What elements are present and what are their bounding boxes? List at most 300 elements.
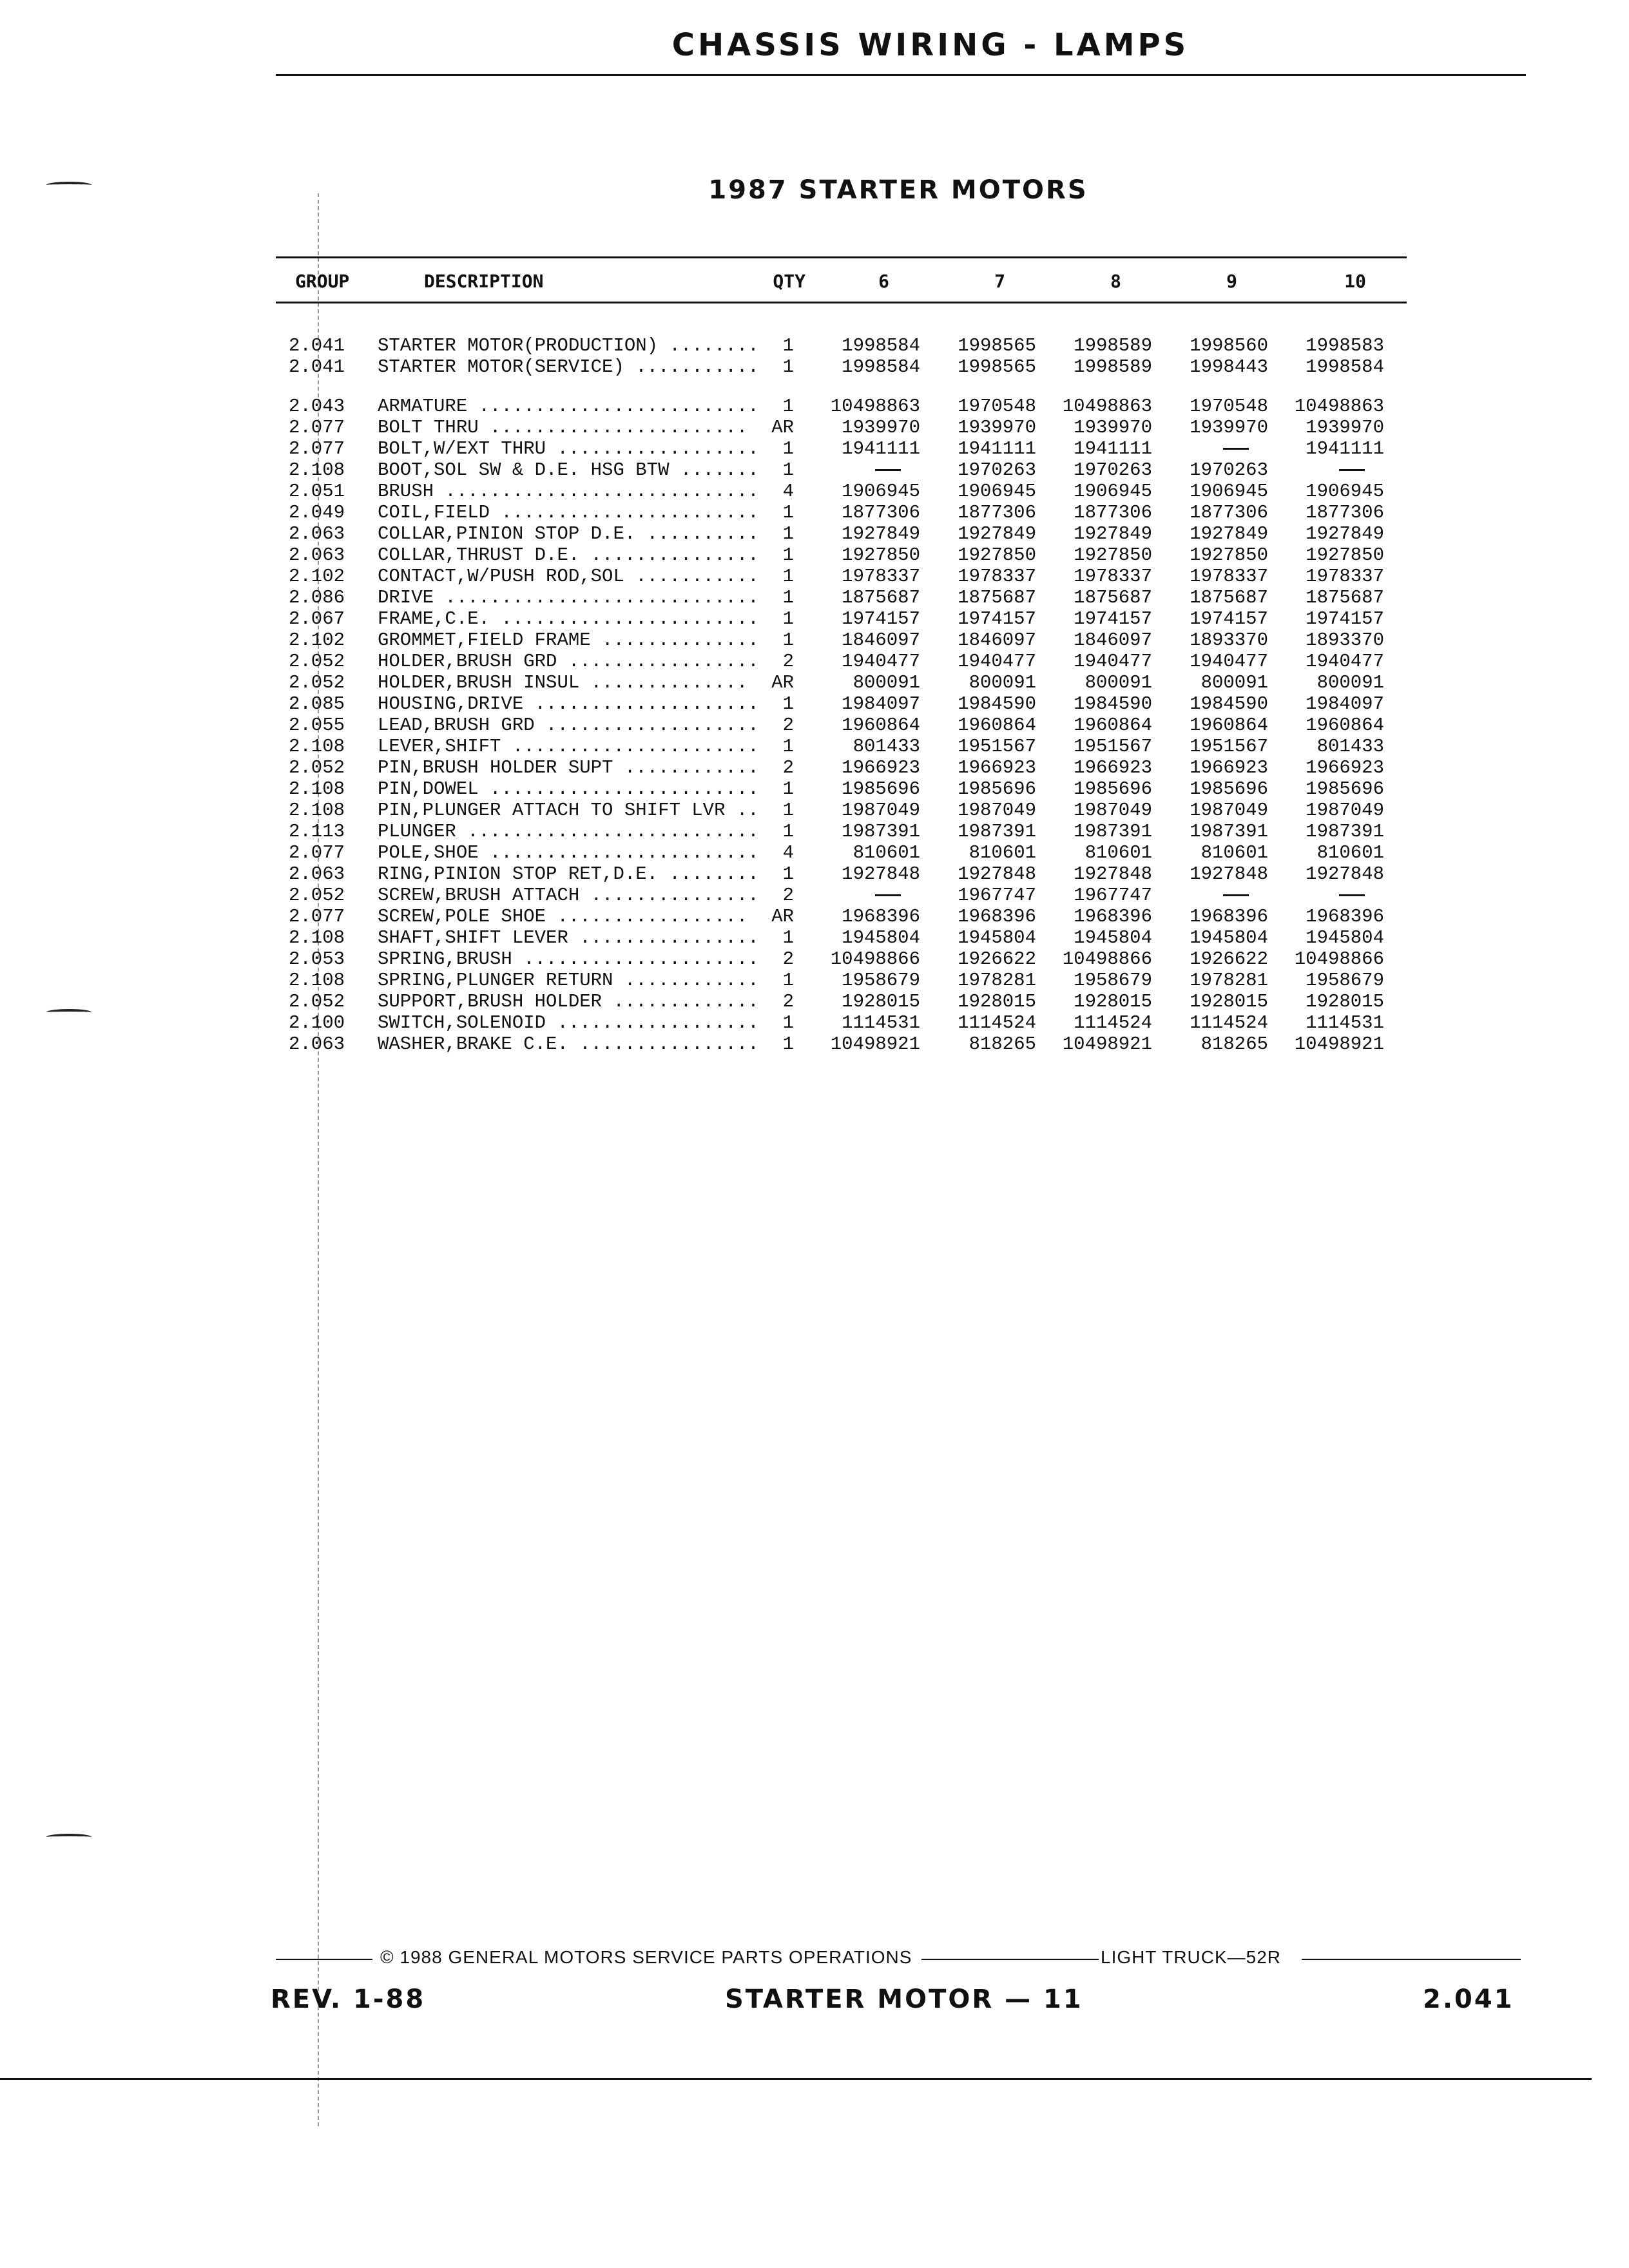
cell-c9: 1951567 xyxy=(1190,736,1268,757)
cell-group: 2.108 xyxy=(289,800,345,821)
cell-desc: SCREW,POLE SHOE ................. xyxy=(378,906,748,927)
cell-c9: 1927849 xyxy=(1190,523,1268,544)
cell-qty: 1 xyxy=(782,821,794,842)
cell-c8: 1928015 xyxy=(1074,991,1152,1012)
cell-desc: BOOT,SOL SW & D.E. HSG BTW ....... xyxy=(378,459,759,481)
cell-desc: HOUSING,DRIVE .................... xyxy=(378,693,759,715)
cell-qty: 1 xyxy=(782,502,794,523)
cell-c8: 1960864 xyxy=(1074,715,1152,736)
cell-c6: 1846097 xyxy=(842,629,920,651)
cell-c10: 1941111 xyxy=(1306,438,1384,459)
cell-qty: AR xyxy=(771,906,794,927)
cell-c10: 1928015 xyxy=(1306,991,1384,1012)
cell-c6: 800091 xyxy=(853,672,920,693)
cell-c6: 1877306 xyxy=(842,502,920,523)
cell-desc: COLLAR,PINION STOP D.E. .......... xyxy=(378,523,759,544)
cell-group: 2.041 xyxy=(289,356,345,378)
cell-c7: 1846097 xyxy=(958,629,1036,651)
cell-desc: FRAME,C.E. ....................... xyxy=(378,608,759,629)
cell-c7: 1987049 xyxy=(958,800,1036,821)
cell-c9: 818265 xyxy=(1200,1033,1268,1055)
cell-c7: 1966923 xyxy=(958,757,1036,778)
cell-c9: 1960864 xyxy=(1190,715,1268,736)
cell-c8: 10498921 xyxy=(1062,1033,1152,1055)
cell-group: 2.077 xyxy=(289,906,345,927)
not-applicable-dash xyxy=(875,469,901,471)
cell-c9: 1114524 xyxy=(1190,1012,1268,1033)
cell-c7: 1970548 xyxy=(958,396,1036,417)
cell-c10: 1927850 xyxy=(1306,544,1384,566)
cell-c7: 1906945 xyxy=(958,481,1036,502)
table-row xyxy=(0,1033,1629,1055)
cell-group: 2.053 xyxy=(289,948,345,970)
table-row xyxy=(0,800,1629,821)
cell-desc: STARTER MOTOR(SERVICE) ........... xyxy=(378,356,759,378)
not-applicable-dash xyxy=(1223,894,1249,896)
cell-qty: 2 xyxy=(782,948,794,970)
cell-c7: 1941111 xyxy=(958,438,1036,459)
table-row xyxy=(0,906,1629,927)
cell-desc: DRIVE ............................ xyxy=(378,587,759,608)
table-row xyxy=(0,544,1629,566)
cell-group: 2.041 xyxy=(289,335,345,356)
cell-c6: 1941111 xyxy=(842,438,920,459)
cell-group: 2.077 xyxy=(289,417,345,438)
table-row xyxy=(0,396,1629,417)
cell-group: 2.102 xyxy=(289,629,345,651)
cell-desc: POLE,SHOE ........................ xyxy=(378,842,759,863)
col-header-6: 6 xyxy=(878,271,889,292)
cell-c8: 1940477 xyxy=(1074,651,1152,672)
table-row xyxy=(0,651,1629,672)
footer-section: STARTER MOTOR — 11 xyxy=(725,1984,1083,2014)
cell-c9: 1945804 xyxy=(1190,927,1268,948)
cell-c8: 1967747 xyxy=(1074,885,1152,906)
cell-c8: 1927850 xyxy=(1074,544,1152,566)
cell-qty: 1 xyxy=(782,396,794,417)
cell-c7: 1968396 xyxy=(958,906,1036,927)
cell-c8: 1968396 xyxy=(1074,906,1152,927)
cell-c6: 1927850 xyxy=(842,544,920,566)
cell-qty: AR xyxy=(771,417,794,438)
cell-c6: 810601 xyxy=(853,842,920,863)
table-header-rule xyxy=(276,302,1407,303)
cell-group: 2.063 xyxy=(289,1033,345,1055)
cell-c9: 810601 xyxy=(1200,842,1268,863)
cell-c10: 1939970 xyxy=(1306,417,1384,438)
cell-group: 2.052 xyxy=(289,672,345,693)
cell-c6: 1985696 xyxy=(842,778,920,800)
cell-c10 xyxy=(1269,459,1384,481)
cell-desc: ARMATURE ......................... xyxy=(378,396,759,417)
col-header-description: DESCRIPTION xyxy=(424,271,544,292)
cell-c10: 1877306 xyxy=(1306,502,1384,523)
cell-c9: 1984590 xyxy=(1190,693,1268,715)
cell-c6: 1984097 xyxy=(842,693,920,715)
cell-qty: 1 xyxy=(782,1012,794,1033)
cell-qty: 4 xyxy=(782,842,794,863)
cell-c7: 1875687 xyxy=(958,587,1036,608)
footer-copyright: © 1988 GENERAL MOTORS SERVICE PARTS OPERATIONS xyxy=(380,1947,912,1967)
cell-c9: 1970548 xyxy=(1190,396,1268,417)
table-row xyxy=(0,629,1629,651)
cell-c6: 1974157 xyxy=(842,608,920,629)
cell-c9: 1978337 xyxy=(1190,566,1268,587)
cell-group: 2.108 xyxy=(289,736,345,757)
cell-c8: 1951567 xyxy=(1074,736,1152,757)
cell-c8: 1958679 xyxy=(1074,970,1152,991)
cell-c8: 10498863 xyxy=(1062,396,1152,417)
cell-group: 2.052 xyxy=(289,885,345,906)
cell-desc: CONTACT,W/PUSH ROD,SOL ........... xyxy=(378,566,759,587)
page-title: CHASSIS WIRING - LAMPS xyxy=(671,27,1190,63)
footer-revision: REV. 1-88 xyxy=(271,1984,426,2014)
cell-group: 2.063 xyxy=(289,544,345,566)
cell-group: 2.077 xyxy=(289,842,345,863)
cell-c6: 1875687 xyxy=(842,587,920,608)
cell-c9: 1998443 xyxy=(1190,356,1268,378)
cell-c9 xyxy=(1153,885,1268,906)
cell-c7: 1951567 xyxy=(958,736,1036,757)
cell-desc: BRUSH ............................ xyxy=(378,481,759,502)
cell-group: 2.077 xyxy=(289,438,345,459)
cell-qty: 1 xyxy=(782,438,794,459)
table-row xyxy=(0,335,1629,356)
table-row xyxy=(0,356,1629,378)
table-row xyxy=(0,715,1629,736)
cell-c7: 800091 xyxy=(969,672,1036,693)
cell-desc: COIL,FIELD ....................... xyxy=(378,502,759,523)
cell-qty: 2 xyxy=(782,715,794,736)
col-header-8: 8 xyxy=(1110,271,1121,292)
cell-c9: 1968396 xyxy=(1190,906,1268,927)
section-title: 1987 STARTER MOTORS xyxy=(708,175,1088,205)
cell-c10: 801433 xyxy=(1316,736,1384,757)
cell-qty: 2 xyxy=(782,885,794,906)
cell-c10: 1966923 xyxy=(1306,757,1384,778)
cell-desc: STARTER MOTOR(PRODUCTION) ........ xyxy=(378,335,759,356)
cell-c10: 1893370 xyxy=(1306,629,1384,651)
not-applicable-dash xyxy=(875,894,901,896)
cell-group: 2.108 xyxy=(289,459,345,481)
cell-c8: 1985696 xyxy=(1074,778,1152,800)
cell-c9: 1940477 xyxy=(1190,651,1268,672)
binder-hole-mark xyxy=(46,1834,92,1840)
cell-group: 2.052 xyxy=(289,651,345,672)
cell-c7: 1927850 xyxy=(958,544,1036,566)
footer-rule-right xyxy=(1302,1959,1521,1960)
cell-c6: 10498921 xyxy=(830,1033,920,1055)
cell-c10: 1985696 xyxy=(1306,778,1384,800)
cell-c7: 1987391 xyxy=(958,821,1036,842)
cell-c8: 1978337 xyxy=(1074,566,1152,587)
cell-c6: 1958679 xyxy=(842,970,920,991)
cell-c7: 1974157 xyxy=(958,608,1036,629)
cell-c7: 1877306 xyxy=(958,502,1036,523)
cell-group: 2.100 xyxy=(289,1012,345,1033)
cell-c8: 1998589 xyxy=(1074,356,1152,378)
cell-c10: 10498866 xyxy=(1294,948,1384,970)
cell-c10 xyxy=(1269,885,1384,906)
cell-group: 2.052 xyxy=(289,991,345,1012)
col-header-9: 9 xyxy=(1226,271,1237,292)
table-row xyxy=(0,438,1629,459)
cell-group: 2.108 xyxy=(289,927,345,948)
cell-group: 2.113 xyxy=(289,821,345,842)
cell-c9: 1928015 xyxy=(1190,991,1268,1012)
cell-c9: 1939970 xyxy=(1190,417,1268,438)
cell-c10: 800091 xyxy=(1316,672,1384,693)
cell-c6: 1998584 xyxy=(842,335,920,356)
cell-desc: HOLDER,BRUSH INSUL .............. xyxy=(378,672,748,693)
cell-desc: LEVER,SHIFT ...................... xyxy=(378,736,759,757)
table-row xyxy=(0,927,1629,948)
cell-qty: 2 xyxy=(782,991,794,1012)
table-top-rule xyxy=(276,256,1407,258)
cell-c6: 1978337 xyxy=(842,566,920,587)
cell-c10: 1906945 xyxy=(1306,481,1384,502)
table-row xyxy=(0,481,1629,502)
cell-c6: 1968396 xyxy=(842,906,920,927)
footer-page-number: 2.041 xyxy=(1423,1984,1514,2014)
cell-c10: 810601 xyxy=(1316,842,1384,863)
cell-qty: 1 xyxy=(782,566,794,587)
cell-c9: 1877306 xyxy=(1190,502,1268,523)
cell-c8: 1987049 xyxy=(1074,800,1152,821)
cell-c7: 1928015 xyxy=(958,991,1036,1012)
cell-c9: 1998560 xyxy=(1190,335,1268,356)
cell-c10: 1958679 xyxy=(1306,970,1384,991)
cell-c7: 1984590 xyxy=(958,693,1036,715)
cell-c8: 1987391 xyxy=(1074,821,1152,842)
cell-c6: 1960864 xyxy=(842,715,920,736)
cell-c8: 1875687 xyxy=(1074,587,1152,608)
cell-c6: 1906945 xyxy=(842,481,920,502)
not-applicable-dash xyxy=(1223,448,1249,450)
cell-c7: 1998565 xyxy=(958,356,1036,378)
cell-c6: 1945804 xyxy=(842,927,920,948)
cell-c8: 1939970 xyxy=(1074,417,1152,438)
cell-c10: 1875687 xyxy=(1306,587,1384,608)
cell-qty: 4 xyxy=(782,481,794,502)
cell-c8: 810601 xyxy=(1084,842,1152,863)
cell-desc: PIN,DOWEL ........................ xyxy=(378,778,759,800)
cell-c6 xyxy=(805,459,920,481)
col-header-qty: QTY xyxy=(773,271,805,292)
cell-group: 2.063 xyxy=(289,523,345,544)
cell-group: 2.086 xyxy=(289,587,345,608)
cell-c8: 1941111 xyxy=(1074,438,1152,459)
cell-c10: 1927848 xyxy=(1306,863,1384,885)
cell-c8: 1966923 xyxy=(1074,757,1152,778)
cell-c7: 1927849 xyxy=(958,523,1036,544)
cell-qty: 1 xyxy=(782,587,794,608)
cell-desc: SWITCH,SOLENOID .................. xyxy=(378,1012,759,1033)
cell-c6: 1114531 xyxy=(842,1012,920,1033)
cell-c7: 1978337 xyxy=(958,566,1036,587)
cell-c10: 1974157 xyxy=(1306,608,1384,629)
table-row xyxy=(0,566,1629,587)
table-row xyxy=(0,417,1629,438)
cell-c8: 1974157 xyxy=(1074,608,1152,629)
not-applicable-dash xyxy=(1339,894,1365,896)
cell-c9: 1978281 xyxy=(1190,970,1268,991)
cell-c7: 810601 xyxy=(969,842,1036,863)
cell-c6: 1927848 xyxy=(842,863,920,885)
cell-c6: 1927849 xyxy=(842,523,920,544)
cell-c6: 10498863 xyxy=(830,396,920,417)
cell-c7: 1926622 xyxy=(958,948,1036,970)
cell-c6: 1940477 xyxy=(842,651,920,672)
cell-c6 xyxy=(805,885,920,906)
cell-c7: 1998565 xyxy=(958,335,1036,356)
cell-desc: SCREW,BRUSH ATTACH ............... xyxy=(378,885,759,906)
table-row xyxy=(0,1012,1629,1033)
cell-qty: 1 xyxy=(782,927,794,948)
cell-qty: 1 xyxy=(782,736,794,757)
cell-qty: 1 xyxy=(782,800,794,821)
cell-desc: HOLDER,BRUSH GRD ................. xyxy=(378,651,759,672)
table-row xyxy=(0,693,1629,715)
cell-c10: 10498921 xyxy=(1294,1033,1384,1055)
cell-desc: SUPPORT,BRUSH HOLDER ............. xyxy=(378,991,759,1012)
table-row xyxy=(0,502,1629,523)
cell-group: 2.108 xyxy=(289,970,345,991)
cell-qty: AR xyxy=(771,672,794,693)
bottom-rule xyxy=(0,2078,1592,2080)
table-row xyxy=(0,459,1629,481)
table-row xyxy=(0,672,1629,693)
cell-c10: 1984097 xyxy=(1306,693,1384,715)
cell-c8: 1846097 xyxy=(1074,629,1152,651)
cell-desc: RING,PINION STOP RET,D.E. ........ xyxy=(378,863,759,885)
cell-c9: 1987049 xyxy=(1190,800,1268,821)
cell-qty: 1 xyxy=(782,459,794,481)
cell-desc: LEAD,BRUSH GRD ................... xyxy=(378,715,759,736)
cell-c8: 10498866 xyxy=(1062,948,1152,970)
table-row xyxy=(0,842,1629,863)
table-row xyxy=(0,757,1629,778)
cell-c10: 1114531 xyxy=(1306,1012,1384,1033)
cell-desc: BOLT,W/EXT THRU .................. xyxy=(378,438,759,459)
table-row xyxy=(0,970,1629,991)
cell-c8: 1984590 xyxy=(1074,693,1152,715)
cell-group: 2.085 xyxy=(289,693,345,715)
cell-c9: 800091 xyxy=(1200,672,1268,693)
cell-c8: 1927848 xyxy=(1074,863,1152,885)
cell-c10: 1940477 xyxy=(1306,651,1384,672)
footer-rule-left xyxy=(276,1959,372,1960)
cell-c6: 1939970 xyxy=(842,417,920,438)
cell-c10: 1987391 xyxy=(1306,821,1384,842)
cell-c7: 1985696 xyxy=(958,778,1036,800)
footer-truck: LIGHT TRUCK—52R xyxy=(1101,1947,1282,1967)
cell-group: 2.052 xyxy=(289,757,345,778)
cell-c10: 1960864 xyxy=(1306,715,1384,736)
cell-c9: 1906945 xyxy=(1190,481,1268,502)
cell-c10: 1945804 xyxy=(1306,927,1384,948)
cell-qty: 1 xyxy=(782,970,794,991)
cell-c9: 1927848 xyxy=(1190,863,1268,885)
cell-group: 2.043 xyxy=(289,396,345,417)
cell-c9: 1875687 xyxy=(1190,587,1268,608)
cell-c6: 10498866 xyxy=(830,948,920,970)
table-row xyxy=(0,523,1629,544)
cell-c9: 1893370 xyxy=(1190,629,1268,651)
cell-c9: 1970263 xyxy=(1190,459,1268,481)
cell-desc: COLLAR,THRUST D.E. ............... xyxy=(378,544,759,566)
cell-desc: PIN,BRUSH HOLDER SUPT ............ xyxy=(378,757,759,778)
cell-c9: 1987391 xyxy=(1190,821,1268,842)
table-row xyxy=(0,736,1629,757)
cell-c8: 1114524 xyxy=(1074,1012,1152,1033)
cell-c7: 1940477 xyxy=(958,651,1036,672)
cell-qty: 1 xyxy=(782,608,794,629)
cell-c6: 1998584 xyxy=(842,356,920,378)
cell-qty: 2 xyxy=(782,757,794,778)
cell-c8: 1945804 xyxy=(1074,927,1152,948)
cell-c8: 1877306 xyxy=(1074,502,1152,523)
cell-c8: 800091 xyxy=(1084,672,1152,693)
cell-c9: 1966923 xyxy=(1190,757,1268,778)
cell-c10: 1968396 xyxy=(1306,906,1384,927)
cell-c7: 1927848 xyxy=(958,863,1036,885)
cell-desc: BOLT THRU ....................... xyxy=(378,417,748,438)
cell-c10: 1998584 xyxy=(1306,356,1384,378)
cell-qty: 2 xyxy=(782,651,794,672)
table-row xyxy=(0,991,1629,1012)
cell-c9: 1974157 xyxy=(1190,608,1268,629)
cell-qty: 1 xyxy=(782,523,794,544)
cell-c8: 1927849 xyxy=(1074,523,1152,544)
cell-c6: 1987391 xyxy=(842,821,920,842)
cell-c10: 1998583 xyxy=(1306,335,1384,356)
cell-c7: 1978281 xyxy=(958,970,1036,991)
cell-c9: 1927850 xyxy=(1190,544,1268,566)
cell-qty: 1 xyxy=(782,863,794,885)
cell-desc: PLUNGER .......................... xyxy=(378,821,759,842)
cell-c8: 1998589 xyxy=(1074,335,1152,356)
cell-c9: 1926622 xyxy=(1190,948,1268,970)
cell-qty: 1 xyxy=(782,629,794,651)
cell-c8: 1970263 xyxy=(1074,459,1152,481)
col-header-group: GROUP xyxy=(295,271,350,292)
cell-c7: 1945804 xyxy=(958,927,1036,948)
cell-qty: 1 xyxy=(782,778,794,800)
table-row xyxy=(0,863,1629,885)
cell-qty: 1 xyxy=(782,335,794,356)
cell-c9: 1985696 xyxy=(1190,778,1268,800)
cell-c6: 1966923 xyxy=(842,757,920,778)
col-header-7: 7 xyxy=(994,271,1005,292)
footer-rule-mid xyxy=(921,1959,1099,1960)
cell-qty: 1 xyxy=(782,693,794,715)
table-row xyxy=(0,948,1629,970)
cell-qty: 1 xyxy=(782,544,794,566)
title-rule xyxy=(276,74,1526,76)
cell-c7: 1970263 xyxy=(958,459,1036,481)
cell-desc: WASHER,BRAKE C.E. ................ xyxy=(378,1033,759,1055)
cell-desc: SHAFT,SHIFT LEVER ................ xyxy=(378,927,759,948)
cell-group: 2.049 xyxy=(289,502,345,523)
table-row xyxy=(0,778,1629,800)
not-applicable-dash xyxy=(1339,469,1365,471)
cell-group: 2.102 xyxy=(289,566,345,587)
cell-c7: 818265 xyxy=(969,1033,1036,1055)
cell-group: 2.063 xyxy=(289,863,345,885)
cell-group: 2.051 xyxy=(289,481,345,502)
cell-c7: 1939970 xyxy=(958,417,1036,438)
